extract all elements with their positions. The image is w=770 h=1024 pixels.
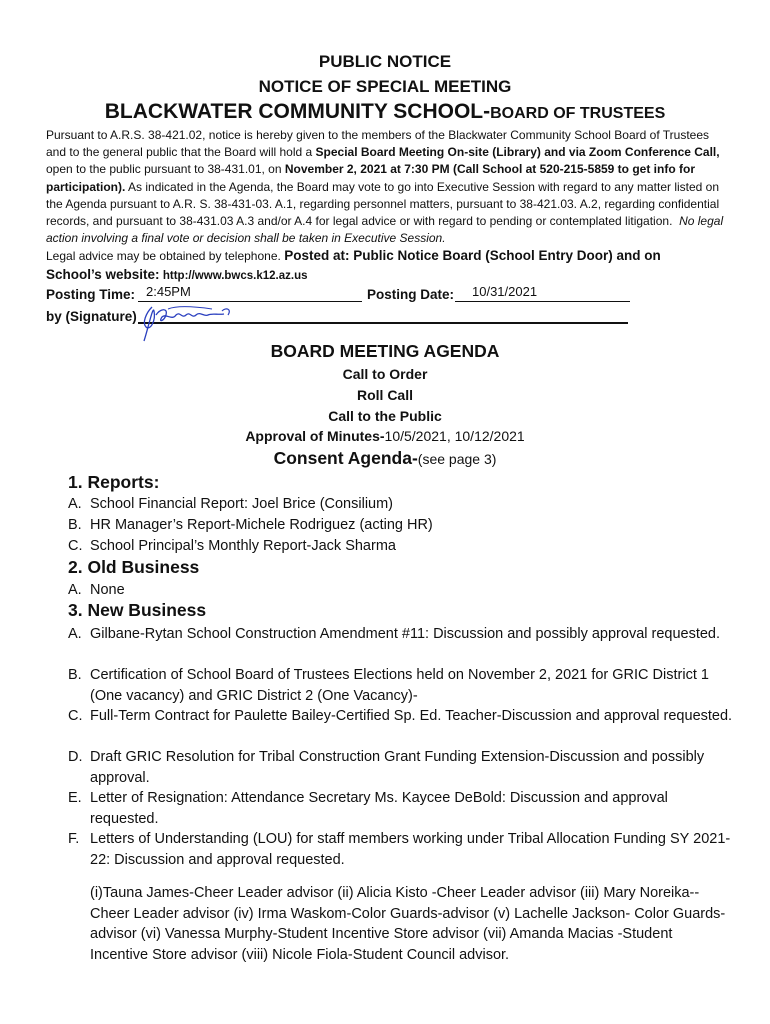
intro-text-3: As indicated in the Agenda, the Board may vote to go into Executive Session with regard to any matter listed on the Agenda pursuant to A.R. S. 38-431-03. A.1, regarding personnel matters, pursuant to 38-421.03. A.2, regarding confidential records, and pursuant to 38-431.03 A.3 and/or A.4 for legal advice or with regard to pending or contemplated litigation.	[46, 179, 720, 229]
special-meeting-heading: NOTICE OF SPECIAL MEETING	[258, 77, 512, 96]
item-text: Letters of Understanding (LOU) for staff members working under Tribal Allocation Funding SY 2021-22: Discussion and approval requested.	[90, 831, 731, 868]
handwritten-signature	[138, 299, 248, 345]
section-reports-title: 1. Reports:	[68, 472, 160, 492]
item-text: Certification of School Board of Trustees Elections held on November 2, 2021 for GRIC District 1 (One vacancy) and GRIC District 2 (One Vacancy)-	[90, 667, 709, 704]
list-item	[68, 665, 738, 706]
item-text: None	[90, 582, 125, 598]
website-label: School’s website:	[46, 266, 160, 282]
item-letter: A.	[68, 626, 82, 642]
public-notice-heading: PUBLIC NOTICE	[318, 52, 452, 71]
posting-time-value: 2:45PM	[146, 284, 191, 299]
consent-note: (see page 3)	[417, 451, 497, 467]
posting-date-label: Posting Date:	[367, 287, 455, 302]
item-letter: B.	[68, 667, 82, 683]
item-letter: A.	[68, 496, 82, 512]
notice-paragraph	[46, 127, 726, 285]
legal-advice-note: Legal advice may be obtained by telephone.	[46, 249, 281, 264]
item-text: Letter of Resignation: Attendance Secretary Ms. Kaycee DeBold: Discussion and approval requested.	[90, 790, 668, 827]
list-item	[68, 706, 738, 727]
list-item	[68, 829, 738, 870]
meeting-date-time: November 2, 2021 at 7:30 PM (Call School at 520-215-5859 to get info for participation).	[46, 162, 695, 194]
item-text: Full-Term Contract for Paulette Bailey-Certified Sp. Ed. Teacher-Discussion and approval requested.	[90, 708, 733, 724]
minutes-label: Approval of Minutes-	[245, 428, 385, 444]
call-to-public: Call to the Public	[328, 408, 442, 424]
list-item	[68, 747, 738, 788]
consent-agenda	[0, 448, 770, 469]
item-letter: D.	[68, 749, 83, 765]
item-letter: C.	[68, 538, 83, 554]
item-text: Gilbane-Rytan School Construction Amendment #11: Discussion and possibly approval requested.	[90, 626, 721, 642]
section-old-business-title: 2. Old Business	[68, 557, 200, 577]
item-letter: B.	[68, 517, 82, 533]
signature-label: by (Signature)	[46, 309, 137, 324]
item-text: School Principal’s Monthly Report-Jack Sharma	[90, 538, 396, 554]
board-name: BOARD OF TRUSTEES	[490, 105, 666, 122]
approval-of-minutes	[0, 428, 770, 444]
signature-row	[46, 305, 736, 341]
executive-session-note: No legal action involving a final vote or decision shall be taken in Executive Session.	[46, 214, 724, 246]
posting-date-line	[455, 301, 630, 302]
section-new-business-title: 3. New Business	[68, 600, 207, 620]
minutes-dates: 10/5/2021, 10/12/2021	[384, 428, 525, 444]
roll-call: Roll Call	[356, 387, 413, 403]
school-name: BLACKWATER COMMUNITY SCHOOL-	[104, 100, 491, 123]
item-letter: E.	[68, 790, 82, 806]
agenda-title: BOARD MEETING AGENDA	[270, 341, 500, 361]
list-item	[68, 580, 738, 601]
list-item	[68, 788, 738, 829]
meeting-location: Special Board Meeting On-site (Library) and via Zoom Conference Call,	[315, 145, 720, 160]
posted-at: Posted at: Public Notice Board (School Entry Door) and on	[284, 248, 661, 264]
posting-time-label: Posting Time:	[46, 287, 136, 302]
posting-date-value: 10/31/2021	[472, 284, 538, 299]
call-to-order: Call to Order	[342, 366, 428, 382]
list-item	[68, 515, 738, 536]
lou-advisors-note: (i)Tauna James-Cheer Leader advisor (ii) Alicia Kisto -Cheer Leader advisor (iii) Mary Noreika--Cheer Leader advisor (iv) Irma Waskom-Color Guards-advisor (v) Lachelle Jackson- Color Guards-advisor (vi) Vanessa Murphy-Student Incentive Store advisor (vii) Amanda Macias -Student Incentive Store advisor (viii) Nicole Fiola-Student Council advisor.	[90, 885, 726, 963]
item-text: Draft GRIC Resolution for Tribal Construction Grant Funding Extension-Discussion and possibly approval.	[90, 749, 705, 786]
item-letter: A.	[68, 582, 82, 598]
website-url[interactable]: http://www.bwcs.k12.az.us	[162, 269, 308, 282]
list-item	[68, 536, 738, 557]
school-board-heading	[0, 100, 770, 124]
item-text: HR Manager’s Report-Michele Rodriguez (acting HR)	[90, 517, 433, 533]
consent-label: Consent Agenda-	[273, 448, 418, 468]
list-item	[68, 494, 738, 515]
intro-text-1: Pursuant to A.R.S. 38-421.02, notice is hereby given to the members of the Blackwater Community School Board of Trustees and to the general public that the Board will hold a	[46, 128, 710, 160]
item-letter: C.	[68, 708, 83, 724]
intro-text-2: open to the public pursuant to 38-431.01, on	[46, 162, 285, 177]
list-item	[68, 624, 738, 645]
item-letter: F.	[68, 831, 80, 847]
item-text: School Financial Report: Joel Brice (Consilium)	[90, 496, 394, 512]
